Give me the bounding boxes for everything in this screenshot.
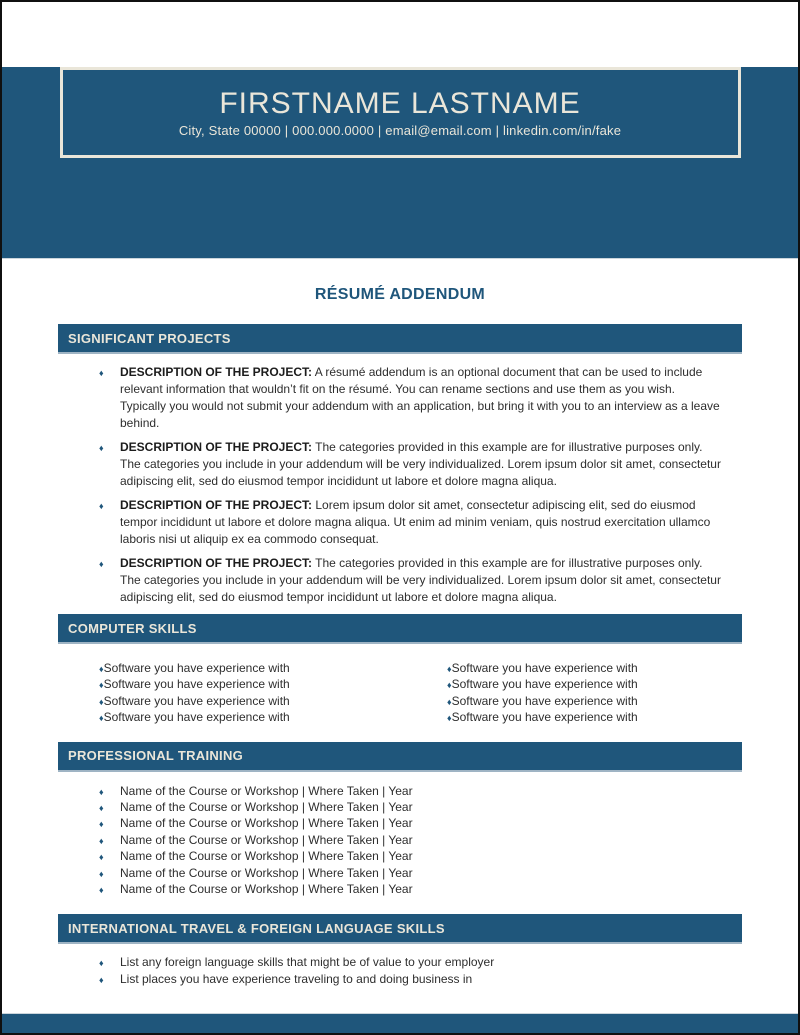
project-text: The categories provided in this example are for illustrative purposes only. The categories you include in your addendum will be very individualized. Lorem ipsum dolor sit amet, consectetur adipiscing elit, sed do eiusmod tempor incididunt ut labore et dolore magna aliqua. (120, 556, 721, 604)
section-title: COMPUTER SKILLS (68, 620, 197, 636)
training-text: Name of the Course or Workshop | Where Taken | Year (120, 865, 413, 880)
diamond-bullet-icon: ♦ (447, 713, 452, 724)
diamond-bullet-icon: ♦ (99, 559, 104, 569)
skill-text: Software you have experience with (103, 693, 290, 708)
section-title: INTERNATIONAL TRAVEL & FOREIGN LANGUAGE SKILLS (68, 920, 445, 936)
list-item (447, 692, 742, 708)
training-text: Name of the Course or Workshop | Where Taken | Year (120, 816, 413, 831)
list-item (99, 832, 742, 848)
list-item (99, 799, 742, 815)
list-item (99, 848, 742, 864)
section-header-computer-skills (58, 614, 742, 644)
list-item (99, 439, 742, 490)
travel-text: List any foreign language skills that might be of value to your employer (120, 955, 495, 970)
diamond-bullet-icon: ♦ (99, 974, 104, 985)
diamond-bullet-icon: ♦ (447, 664, 452, 674)
diamond-bullet-icon: ♦ (99, 819, 104, 830)
travel-list (99, 954, 742, 987)
skill-text: Software you have experience with (451, 677, 638, 692)
diamond-bullet-icon: ♦ (99, 958, 104, 969)
skill-text: Software you have experience with (451, 661, 638, 675)
training-text: Name of the Course or Workshop | Where Taken | Year (120, 832, 413, 847)
project-description (120, 439, 724, 490)
training-text: Name of the Course or Workshop | Where Taken | Year (120, 849, 413, 864)
diamond-bullet-icon: ♦ (99, 696, 104, 707)
skill-text: Software you have experience with (103, 677, 290, 692)
training-text: Name of the Course or Workshop | Where Taken | Year (120, 881, 413, 896)
list-item (99, 783, 742, 799)
list-item (99, 865, 742, 881)
section-professional-training (58, 742, 742, 898)
contact-line: City, State 00000 | 000.000.0000 | email@email.com | linkedin.com/in/fake (178, 122, 622, 138)
project-lead: DESCRIPTION OF THE PROJECT: (120, 365, 313, 379)
skill-text: Software you have experience with (103, 661, 290, 675)
diamond-bullet-icon: ♦ (99, 835, 104, 846)
list-item (99, 881, 742, 897)
list-item (99, 675, 447, 691)
training-list (99, 783, 742, 898)
section-computer-skills (58, 614, 742, 725)
project-lead: DESCRIPTION OF THE PROJECT: (120, 440, 313, 454)
skill-text: Software you have experience with (451, 710, 638, 725)
diamond-bullet-icon: ♦ (99, 664, 104, 674)
section-title: PROFESSIONAL TRAINING (68, 748, 244, 764)
document-body (2, 285, 798, 987)
diamond-bullet-icon: ♦ (99, 501, 104, 511)
diamond-bullet-icon: ♦ (99, 884, 104, 895)
skill-text: Software you have experience with (103, 710, 290, 725)
list-item (99, 692, 447, 708)
project-lead: DESCRIPTION OF THE PROJECT: (120, 556, 313, 570)
diamond-bullet-icon: ♦ (99, 368, 104, 378)
diamond-bullet-icon: ♦ (447, 680, 452, 691)
list-item (99, 364, 742, 432)
footer-band (2, 1013, 798, 1033)
diamond-bullet-icon: ♦ (99, 868, 104, 879)
diamond-bullet-icon: ♦ (99, 680, 104, 691)
list-item (99, 815, 742, 831)
list-item (447, 659, 742, 675)
header-band (2, 67, 798, 259)
projects-list (99, 364, 742, 606)
project-text: A résumé addendum is an optional document that can be used to include relevant information that wouldn’t fit on the résumé. You can rename sections and use them as you wish. Typically you would not submit your addendum with an application, but bring it with you to an interview as a leave behind. (120, 365, 720, 430)
project-description (120, 497, 724, 548)
list-item (99, 971, 742, 987)
list-item (99, 659, 447, 675)
diamond-bullet-icon: ♦ (99, 443, 104, 453)
skills-grid (99, 659, 742, 725)
section-significant-projects (58, 324, 742, 606)
section-header-professional-training (58, 742, 742, 772)
project-text: The categories provided in this example are for illustrative purposes only. The categories you include in your addendum will be very individualized. Lorem ipsum dolor sit amet, consectetur adipiscing elit, sed do eiusmod tempor incididunt ut labore et dolore magna aliqua. (120, 440, 721, 488)
training-text: Name of the Course or Workshop | Where Taken | Year (120, 799, 413, 814)
diamond-bullet-icon: ♦ (99, 786, 104, 797)
project-description (120, 555, 724, 606)
list-item (99, 954, 742, 970)
section-title: SIGNIFICANT PROJECTS (68, 330, 231, 346)
list-item (99, 708, 447, 724)
travel-text: List places you have experience traveling to and doing business in (120, 971, 473, 986)
document-title: RÉSUMÉ ADDENDUM (314, 286, 486, 303)
section-international-travel (58, 914, 742, 987)
list-item (447, 675, 742, 691)
project-lead: DESCRIPTION OF THE PROJECT: (120, 498, 313, 512)
candidate-name: FIRSTNAME LASTNAME (219, 86, 581, 120)
diamond-bullet-icon: ♦ (99, 713, 104, 724)
list-item (99, 555, 742, 606)
diamond-bullet-icon: ♦ (99, 802, 104, 813)
diamond-bullet-icon: ♦ (99, 852, 104, 863)
diamond-bullet-icon: ♦ (447, 696, 452, 707)
list-item (447, 708, 742, 724)
section-header-international-travel (58, 914, 742, 944)
name-box (60, 67, 741, 158)
training-text: Name of the Course or Workshop | Where Taken | Year (120, 783, 413, 798)
section-header-significant-projects (58, 324, 742, 354)
project-description (120, 364, 724, 432)
skill-text: Software you have experience with (451, 693, 638, 708)
project-text: Lorem ipsum dolor sit amet, consectetur adipiscing elit, sed do eiusmod tempor incididunt ut labore et dolore magna aliqua. Ut enim ad minim veniam, quis nostrud exercitation ullamco laboris nisi ut aliquip ex ea commodo consequat. (120, 498, 711, 546)
list-item (99, 497, 742, 548)
